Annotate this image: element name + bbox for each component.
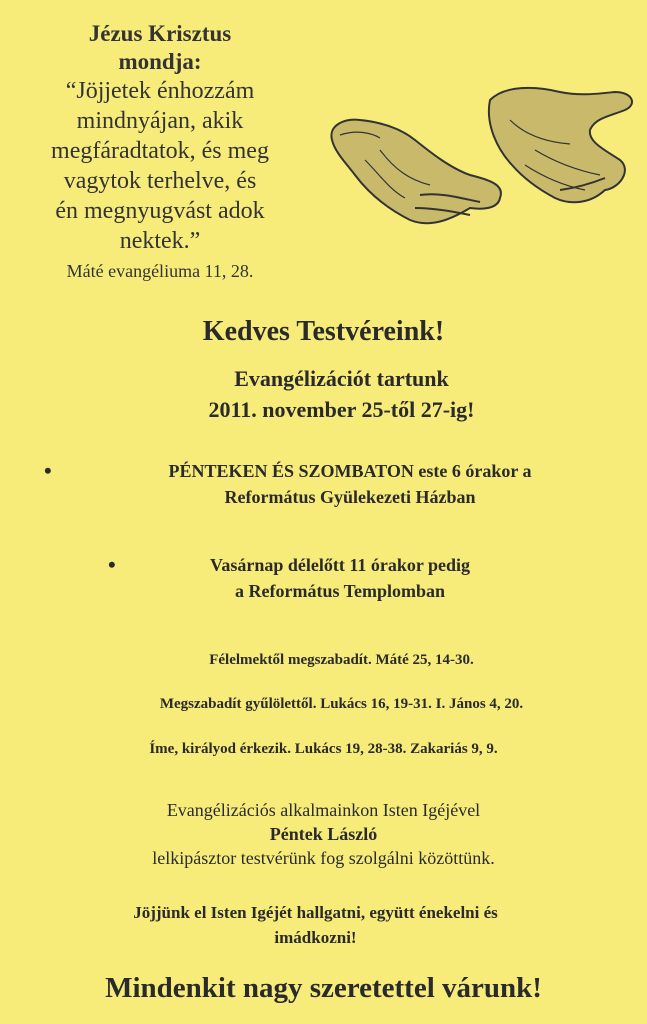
speaker-block: [0, 798, 647, 870]
schedule-item-line-1: PÉNTEKEN ÉS SZOMBATON este 6 órakor a: [168, 461, 532, 481]
schedule-item-line-2: Református Gyülekezeti Házban: [224, 487, 476, 507]
invitation-block: [0, 900, 639, 950]
quote-line-3: megfáradtatok, és meg: [51, 138, 269, 164]
bullet-icon: •: [44, 458, 52, 483]
open-hands-illustration: [320, 80, 640, 240]
scripture-quote: [0, 20, 320, 284]
event-dates: 2011. november 25-től 27-ig!: [208, 397, 475, 422]
greeting-heading: Kedves Testvéreink!: [202, 316, 445, 347]
closing-line: Mindenkit nagy szeretettel várunk!: [105, 972, 542, 1004]
quote-heading-line-2: mondja:: [118, 49, 202, 74]
left-hand-icon: [331, 120, 501, 224]
quote-line-6: nektek.”: [119, 228, 201, 254]
schedule-item-line-2: a Református Templomban: [234, 581, 445, 601]
event-line-1: Evangélizációt tartunk: [234, 366, 449, 391]
speaker-name: Péntek László: [269, 824, 378, 844]
quote-line-5: én megnyugvást adok: [55, 198, 265, 224]
invitation-line-2: imádkozni!: [274, 928, 357, 947]
quote-heading-line-1: Jézus Krisztus: [88, 21, 232, 46]
schedule-item: [140, 552, 540, 604]
quote-reference: Máté evangéliuma 11, 28.: [66, 261, 254, 281]
invitation-line-1: Jöjjünk el Isten Igéjét hallgatni, együtt énekelni és: [133, 903, 498, 922]
topic-line: Félelmektől megszabadít. Máté 25, 14-30.: [209, 652, 474, 668]
quote-line-1: “Jöjjetek énhozzám: [65, 78, 255, 104]
quote-line-4: vagytok terhelve, és: [63, 168, 257, 194]
speaker-line-1: Evangélizációs alkalmainkon Isten Igéjével: [166, 800, 481, 820]
quote-line-2: mindnyájan, akik: [76, 108, 244, 134]
schedule-item: [80, 458, 620, 510]
topic-line: Íme, királyod érkezik. Lukács 19, 28-38. Zakariás 9, 9.: [149, 741, 498, 757]
bullet-icon: •: [108, 552, 116, 577]
schedule-item-line-1: Vasárnap délelőtt 11 órakor pedig: [209, 555, 471, 575]
speaker-line-3: lelkipásztor testvérünk fog szolgálni közöttünk.: [152, 848, 495, 868]
topic-line: Megszabadít gyűlölettől. Lukács 16, 19-31. I. János 4, 20.: [159, 696, 524, 712]
right-hand-icon: [489, 88, 632, 202]
